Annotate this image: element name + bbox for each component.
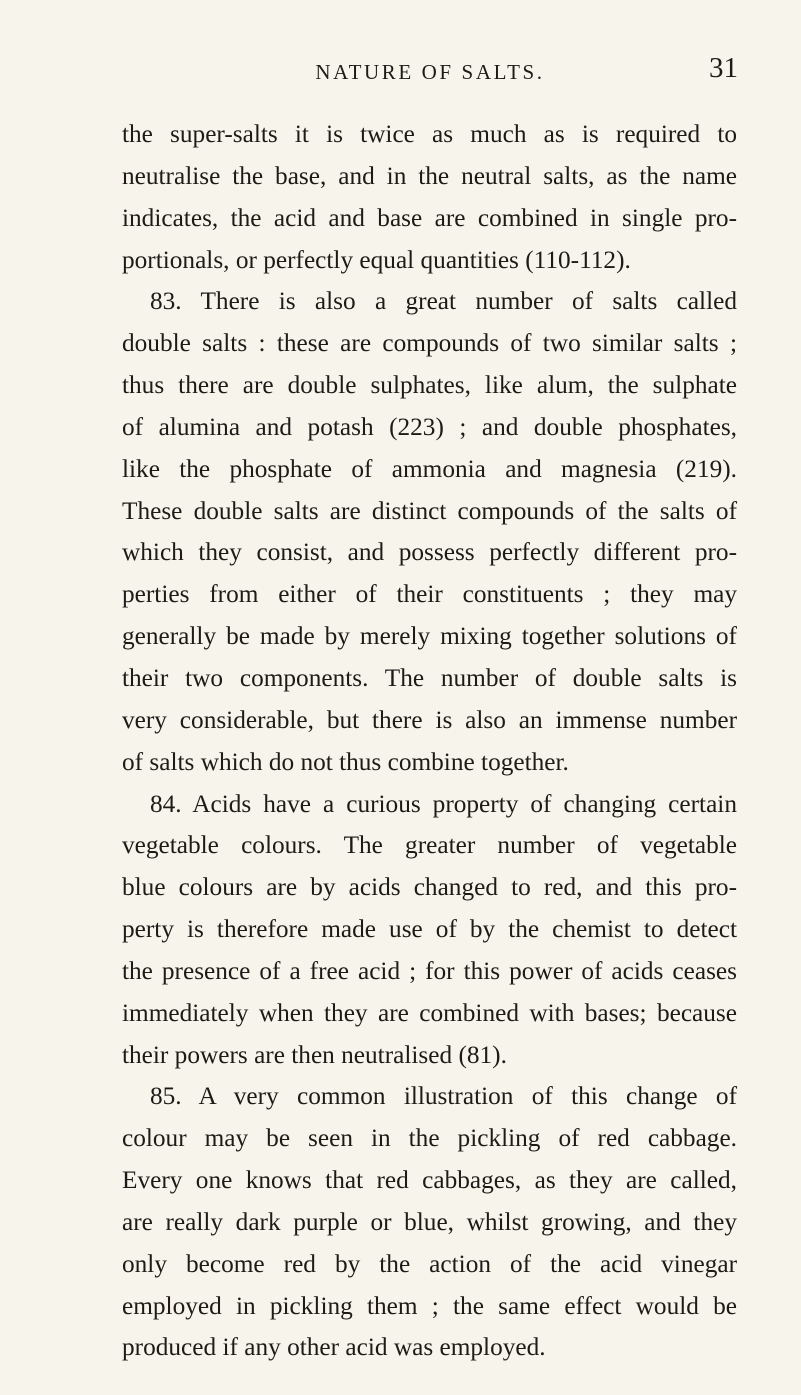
paragraph-83	[122, 281, 737, 783]
text-line: only become red by the action of the acid vinegar	[122, 1249, 737, 1278]
paragraph-85	[122, 1076, 737, 1369]
text-line: 84. Acids have a curious property of changing certain	[150, 789, 737, 818]
text-line: employed in pickling them ; the same effect would be	[122, 1291, 737, 1320]
text-line: perty is therefore made use of by the chemist to detect	[122, 915, 737, 944]
page-number: 31	[709, 52, 738, 84]
text-line: their two components. The number of double salts is	[122, 663, 737, 692]
body-text	[122, 114, 737, 1369]
paragraph-continuation	[122, 114, 737, 281]
text-line: 85. A very common illustration of this change of	[150, 1082, 737, 1111]
text-line: which they consist, and possess perfectly different pro-	[122, 538, 737, 567]
text-line: of salts which do not thus combine together.	[122, 747, 569, 776]
text-line: perties from either of their constituents ; they may	[122, 580, 737, 609]
text-line: of alumina and potash (223) ; and double phosphates,	[122, 412, 737, 441]
text-line: immediately when they are combined with bases; because	[122, 998, 737, 1027]
text-line: indicates, the acid and base are combined in single pro-	[122, 203, 737, 232]
text-line: double salts : these are compounds of two similar salts ;	[122, 329, 737, 358]
text-line: neutralise the base, and in the neutral salts, as the name	[122, 161, 737, 190]
text-line: generally be made by merely mixing together solutions of	[122, 622, 737, 651]
text-line: very considerable, but there is also an immense number	[122, 705, 737, 734]
text-line: are really dark purple or blue, whilst growing, and they	[122, 1207, 737, 1236]
running-title: NATURE OF SALTS.	[315, 60, 545, 84]
text-line: their powers are then neutralised (81).	[122, 1040, 507, 1069]
running-header	[122, 52, 738, 92]
paragraph-84	[122, 784, 737, 1077]
text-line: 83. There is also a great number of salts called	[150, 287, 737, 316]
text-line: blue colours are by acids changed to red, and this pro-	[122, 873, 737, 902]
text-line: vegetable colours. The greater number of vegetable	[122, 831, 737, 860]
text-line: thus there are double sulphates, like alum, the sulphate	[122, 371, 737, 400]
text-line: like the phosphate of ammonia and magnesia (219).	[122, 454, 737, 483]
text-line: the super-salts it is twice as much as is required to	[122, 120, 737, 148]
text-line: Every one knows that red cabbages, as they are called,	[122, 1166, 737, 1195]
text-line: the presence of a free acid ; for this power of acids ceases	[122, 956, 737, 985]
text-line: These double salts are distinct compounds of the salts of	[122, 496, 737, 525]
text-line: colour may be seen in the pickling of red cabbage.	[122, 1124, 737, 1153]
text-line: produced if any other acid was employed.	[122, 1333, 546, 1362]
text-line: portionals, or perfectly equal quantities (110-112).	[122, 245, 631, 274]
